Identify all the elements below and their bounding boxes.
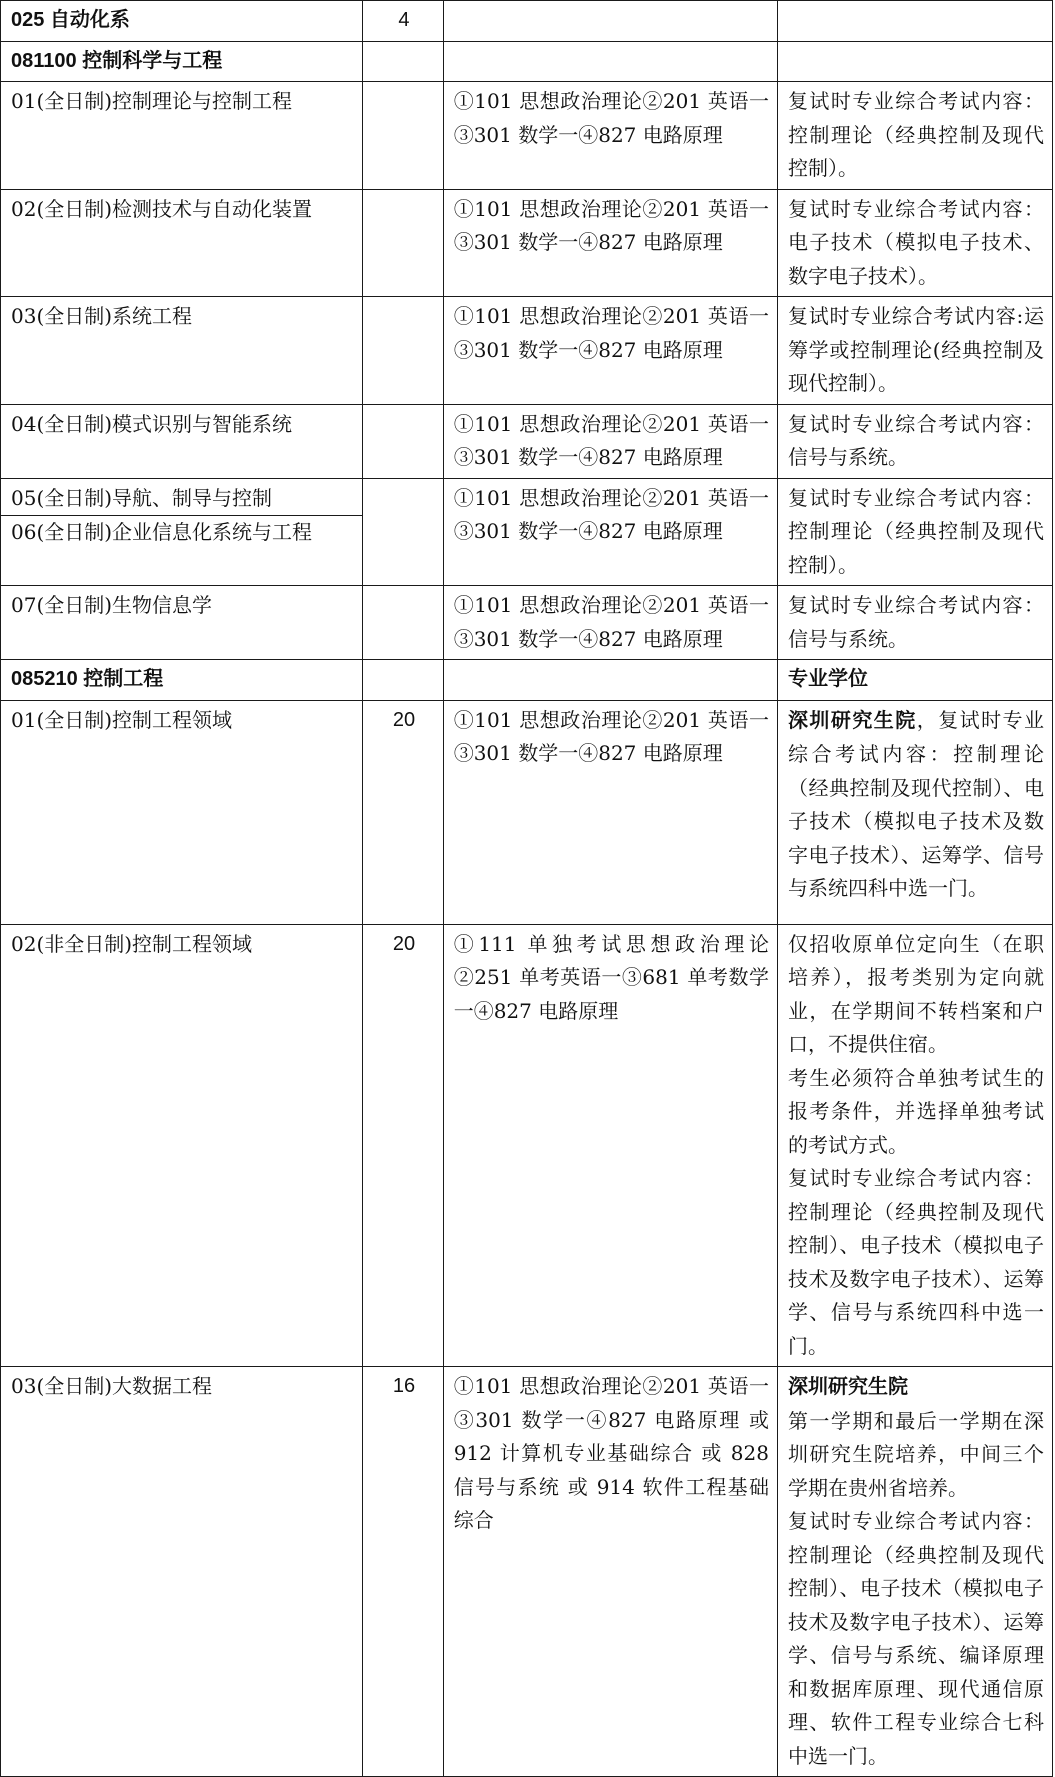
exam-subjects: ①111 单独考试思想政治理论②251 单考英语一③681 单考数学一④827 电路原理 bbox=[443, 924, 777, 1367]
department-quota: 4 bbox=[363, 1, 443, 42]
major-quota bbox=[363, 41, 443, 82]
program-name: 04(全日制)模式识别与智能系统 bbox=[11, 411, 293, 436]
note-paragraph: 复试时专业综合考试内容：控制理论（经典控制及现代控制）。 bbox=[787, 89, 1044, 180]
exam-subjects: ①101 思想政治理论②201 英语一③301 数学一④827 电路原理 bbox=[443, 189, 777, 297]
exam-subjects: ①101 思想政治理论②201 英语一③301 数学一④827 电路原理 bbox=[443, 700, 777, 924]
program-name-cell bbox=[1, 1367, 363, 1777]
note-paragraph: 复试时专业综合考试内容：电子技术（模拟电子技术、数字电子技术）。 bbox=[787, 196, 1044, 288]
program-row bbox=[1, 478, 1053, 586]
program-note-cell bbox=[777, 82, 1052, 190]
exam-subjects: ①101 思想政治理论②201 英语一③301 数学一④827 电路原理 或 912 计算机专业基础综合 或 828 信号与系统 或 914 软件工程基础综合 bbox=[443, 1367, 777, 1777]
program-name-cell bbox=[1, 700, 363, 924]
program-row bbox=[1, 82, 1053, 190]
program-note-cell bbox=[777, 586, 1052, 660]
program-note-cell bbox=[777, 297, 1052, 405]
exam-subjects: ①101 思想政治理论②201 英语一③301 数学一④827 电路原理 bbox=[443, 478, 777, 586]
program-name-cell bbox=[1, 924, 363, 1367]
program-row bbox=[1, 404, 1053, 478]
program-note-cell bbox=[777, 478, 1052, 586]
program-note-cell bbox=[777, 700, 1052, 924]
major-header-row bbox=[1, 41, 1053, 82]
program-name-cell bbox=[1, 297, 363, 405]
program-quota: 16 bbox=[363, 1367, 443, 1777]
program-name: 01(全日制)控制工程领域 bbox=[11, 707, 233, 732]
program-name: 01(全日制)控制理论与控制工程 bbox=[11, 89, 293, 113]
major-remark bbox=[777, 41, 1052, 82]
program-row bbox=[1, 1367, 1053, 1777]
program-name-cell bbox=[1, 404, 363, 478]
note-paragraph: 复试时专业综合考试内容:运筹学或控制理论(经典控制及现代控制）。 bbox=[787, 304, 1044, 395]
program-note-cell bbox=[777, 924, 1052, 1367]
program-note-cell bbox=[777, 189, 1052, 297]
program-note-cell bbox=[777, 1367, 1052, 1777]
program-name-cell bbox=[1, 586, 363, 660]
program-quota: 20 bbox=[363, 924, 443, 1367]
program-name-cell bbox=[1, 82, 363, 190]
campus-label: 深圳研究生院 bbox=[787, 709, 917, 732]
note-paragraph: 仅招收原单位定向生（在职培养），报考类别为定向就业，在学期间不转档案和户口，不提供住宿。 bbox=[787, 931, 1044, 1056]
program-quota bbox=[363, 189, 443, 297]
program-quota bbox=[363, 82, 443, 190]
program-name: 07(全日制)生物信息学 bbox=[11, 593, 213, 617]
program-name-cell bbox=[1, 189, 363, 297]
exam-subjects: ①101 思想政治理论②201 英语一③301 数学一④827 电路原理 bbox=[443, 404, 777, 478]
major-code-name: 081100 控制科学与工程 bbox=[1, 41, 363, 82]
program-note-cell bbox=[777, 404, 1052, 478]
campus-label: 深圳研究生院 bbox=[787, 1376, 908, 1398]
department-exam-cell bbox=[443, 1, 777, 42]
note-paragraph: 复试时专业综合考试内容：控制理论（经典控制及现代控制）、电子技术（模拟电子技术及数字电子技术）、运筹学、信号与系统、编译原理和数据库原理、现代通信原理、软件工程专业综合七科中选一门。 bbox=[787, 1509, 1044, 1768]
program-row bbox=[1, 297, 1053, 405]
major-exam-cell bbox=[443, 41, 777, 82]
program-name: 02(全日制)检测技术与自动化装置 bbox=[11, 196, 313, 221]
program-name: 02(非全日制)控制工程领域 bbox=[11, 931, 253, 956]
major-code-name: 085210 控制工程 bbox=[1, 660, 363, 701]
program-row bbox=[1, 189, 1053, 297]
program-name: 05(全日制)导航、制导与控制 bbox=[11, 485, 273, 510]
note-paragraph: 复试时专业综合考试内容：控制理论（经典控制及现代控制）、电子技术（模拟电子技术及数字电子技术）、运筹学、信号与系统四科中选一门。 bbox=[787, 1166, 1044, 1358]
department-row bbox=[1, 1, 1053, 42]
department-name: 025 自动化系 bbox=[1, 1, 363, 42]
note-paragraph: 考生必须符合单独考试生的报考条件，并选择单独考试的考试方式。 bbox=[787, 1065, 1044, 1157]
major-remark: 专业学位 bbox=[777, 660, 1052, 701]
program-name: 03(全日制)系统工程 bbox=[11, 304, 193, 328]
note-paragraph: 复试时专业综合考试内容：信号与系统。 bbox=[787, 593, 1044, 651]
note-paragraph: 复试时专业综合考试内容：控制理论（经典控制及现代控制）。 bbox=[787, 485, 1044, 577]
program-quota bbox=[363, 404, 443, 478]
program-quota bbox=[363, 586, 443, 660]
program-quota: 20 bbox=[363, 700, 443, 924]
note-paragraph: 复试时专业综合考试内容：信号与系统。 bbox=[787, 411, 1044, 469]
department-note-cell bbox=[777, 1, 1052, 42]
program-quota bbox=[363, 478, 443, 586]
exam-subjects: ①101 思想政治理论②201 英语一③301 数学一④827 电路原理 bbox=[443, 82, 777, 190]
major-exam-cell bbox=[443, 660, 777, 701]
program-name: 06(全日制)企业信息化系统与工程 bbox=[1, 515, 362, 550]
program-row bbox=[1, 700, 1053, 924]
exam-subjects: ①101 思想政治理论②201 英语一③301 数学一④827 电路原理 bbox=[443, 297, 777, 405]
program-row bbox=[1, 924, 1053, 1367]
exam-subjects: ①101 思想政治理论②201 英语一③301 数学一④827 电路原理 bbox=[443, 586, 777, 660]
major-header-row bbox=[1, 660, 1053, 701]
program-name: 03(全日制)大数据工程 bbox=[11, 1374, 213, 1398]
program-quota bbox=[363, 297, 443, 405]
note-paragraph: 深圳研究生院 第一学期和最后一学期在深圳研究生院培养，中间三个学期在贵州省培养。 bbox=[787, 1376, 1044, 1500]
program-row bbox=[1, 586, 1053, 660]
note-paragraph: 深圳研究生院，复试时专业综合考试内容：控制理论（经典控制及现代控制）、电子技术（模拟电子技术及数字电子技术）、运筹学、信号与系统四科中选一门。 bbox=[787, 707, 1045, 900]
program-name-cell bbox=[1, 478, 363, 586]
major-quota bbox=[363, 660, 443, 701]
